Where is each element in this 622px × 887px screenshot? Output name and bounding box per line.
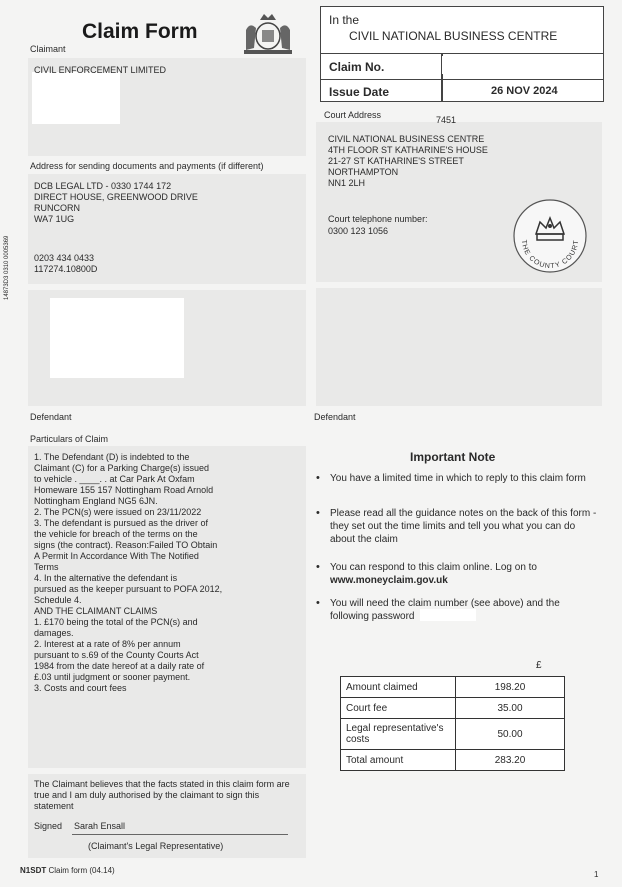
currency-symbol: £: [536, 660, 542, 671]
court-phone: 0300 123 1056: [328, 226, 389, 236]
important-note-title: Important Note: [410, 450, 496, 464]
issue-date-row: [321, 80, 603, 101]
particulars-line: 2. The PCN(s) were issued on 23/11/2022: [34, 507, 202, 517]
amount-row: [341, 750, 565, 771]
particulars-line: 2. Interest at a rate of 8% per annum: [34, 639, 181, 649]
court-name: CIVIL NATIONAL BUSINESS CENTRE: [349, 29, 558, 43]
particulars-line: Nottingham England NG5 6JN.: [34, 496, 158, 506]
divider: [441, 80, 443, 101]
particulars-line: 1. £170 being the total of the PCN(s) and: [34, 617, 198, 627]
side-code: 14873D3 0310 0005369: [4, 235, 10, 300]
particulars-line: 3. The defendant is pursued as the driver of: [34, 518, 208, 528]
address-line: WA7 1UG: [34, 214, 75, 224]
claimant-label: Claimant: [30, 44, 66, 54]
bullet-icon: •: [316, 507, 320, 519]
defendant-label-right: Defendant: [314, 412, 356, 422]
particulars-line: Homeware 155 157 Nottingham Road Arnold: [34, 485, 214, 495]
defendant-label-left: Defendant: [30, 412, 72, 422]
amount-row: [341, 719, 565, 750]
moneyclaim-link[interactable]: www.moneyclaim.gov.uk: [330, 575, 448, 586]
particulars-line: pursued as the keeper pursuant to POFA 2012,: [34, 584, 223, 594]
signature-line: [72, 834, 288, 835]
particulars-line: A Permit In Accordance With The Notified: [34, 551, 199, 561]
particulars-line: damages.: [34, 628, 74, 638]
particulars-line: 4. In the alternative the defendant is: [34, 573, 178, 583]
redacted-block: [420, 609, 476, 621]
court-address: [328, 134, 488, 189]
particulars-line: £.03 until judgment or sooner payment.: [34, 672, 191, 682]
redacted-block: [442, 56, 526, 74]
court-code: 7451: [436, 115, 457, 125]
bullet-icon: •: [316, 472, 320, 484]
amount-label: Amount claimed: [341, 677, 456, 698]
address-docs-label: Address for sending documents and payments (if different): [30, 161, 264, 171]
amount-row: [341, 698, 565, 719]
court-address-label: Court Address: [324, 110, 382, 120]
footer-text: Claim form (04.14): [48, 866, 115, 875]
note-bullet: [316, 472, 601, 485]
redacted-block: [32, 72, 120, 124]
particulars-line: Claimant (C) for a Parking Charge(s) issued: [34, 463, 210, 473]
particulars-line: 3. Costs and court fees: [34, 683, 127, 693]
signed-name: Sarah Ensall: [74, 821, 126, 831]
court-box: [320, 6, 604, 102]
signed-label: Signed: [34, 821, 63, 831]
note-text: Please read all the guidance notes on the back of this form - they set out the time limits and tell you what you can do about the claim: [330, 508, 597, 545]
note-bullet: [316, 507, 601, 546]
bullet-icon: •: [316, 597, 320, 609]
amount-value: 198.20: [456, 677, 565, 698]
amount-row: [341, 677, 565, 698]
claim-no-label: Claim No.: [329, 60, 385, 74]
amount-value: 283.20: [456, 750, 565, 771]
footer-code: N1SDT: [20, 866, 47, 875]
court-address-line: NORTHAMPTON: [328, 167, 399, 177]
note-bullet: [316, 561, 601, 587]
seal-text: THE COUNTY COURT: [519, 239, 581, 271]
amount-value: 35.00: [456, 698, 565, 719]
amount-label: Legal representative's costs: [341, 719, 456, 750]
address-docs: [34, 181, 198, 225]
particulars-text: [34, 452, 302, 694]
amount-label: Total amount: [341, 750, 456, 771]
note-text: You have a limited time in which to reply to this claim form: [330, 473, 586, 484]
issue-date-value: 26 NOV 2024: [491, 85, 558, 97]
contact-details: [34, 253, 97, 275]
issue-date-label: Issue Date: [329, 85, 390, 99]
note-text: You can respond to this claim online. Log on to: [330, 562, 537, 573]
particulars-line: 1. The Defendant (D) is indebted to the: [34, 452, 190, 462]
address-line: RUNCORN: [34, 203, 80, 213]
particulars-line: pursuant to s.69 of the County Courts Act: [34, 650, 199, 660]
amount-value: 50.00: [456, 719, 565, 750]
court-address-line: 21-27 ST KATHARINE'S STREET: [328, 156, 464, 166]
defendant-right-panel: [316, 288, 602, 406]
court-address-line: NN1 2LH: [328, 178, 366, 188]
particulars-line: to vehicle . ____. . at Car Park At Oxfam: [34, 474, 195, 484]
claimant-name: CIVIL ENFORCEMENT LIMITED: [34, 65, 167, 75]
particulars-line: signs (the contract). Reason:Failed TO Obtain: [34, 540, 218, 550]
particulars-line: AND THE CLAIMANT CLAIMS: [34, 606, 158, 616]
particulars-line: the vehicle for breach of the terms on the: [34, 529, 198, 539]
county-court-seal-icon: [510, 196, 590, 276]
amount-label: Court fee: [341, 698, 456, 719]
footer: [20, 866, 115, 876]
address-line: DIRECT HOUSE, GREENWOOD DRIVE: [34, 192, 198, 202]
court-name-row: [321, 7, 603, 54]
particulars-line: 1984 from the date hereof at a daily rate of: [34, 661, 205, 671]
court-phone-label: Court telephone number:: [328, 214, 428, 224]
contact-reference: 117274.10800D: [34, 264, 98, 274]
redacted-block: [50, 298, 184, 378]
particulars-line: Schedule 4.: [34, 595, 82, 605]
particulars-label: Particulars of Claim: [30, 434, 109, 444]
statement-text: The Claimant believes that the facts stated in this claim form are true and I am duly authorised by the claimant to sign this statement: [34, 779, 290, 811]
page-number: 1: [594, 870, 599, 879]
in-the-label: In the: [329, 13, 360, 27]
signed-role: (Claimant's Legal Representative): [88, 841, 224, 851]
form-title: Claim Form: [82, 20, 198, 43]
royal-crest-icon: [238, 10, 298, 56]
court-address-line: CIVIL NATIONAL BUSINESS CENTRE: [328, 134, 485, 144]
amounts-table: [340, 676, 565, 771]
bullet-icon: •: [316, 561, 320, 573]
court-address-line: 4TH FLOOR ST KATHARINE'S HOUSE: [328, 145, 488, 155]
particulars-line: Terms: [34, 562, 59, 572]
note-text: You will need the claim number (see above) and the following password: [330, 598, 560, 622]
contact-phone: 0203 434 0433: [34, 253, 95, 263]
address-line: DCB LEGAL LTD - 0330 1744 172: [34, 181, 172, 191]
